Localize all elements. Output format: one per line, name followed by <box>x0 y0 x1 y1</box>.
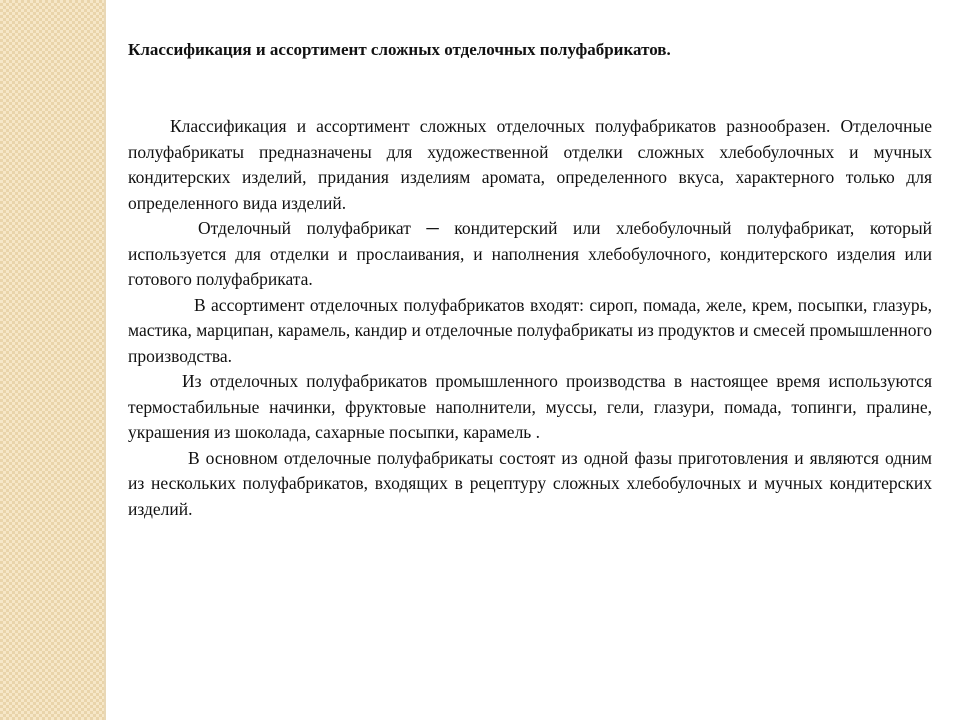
paragraph-5: В основном отделочные полуфабрикаты состоят из одной фазы приготовления и являются одним из нескольких полуфабрикатов, входящих в рецептуру сложных хлебобулочных и мучных кондитерских изделий. <box>128 447 932 519</box>
paragraph-2: Отделочный полуфабрикат ─ кондитерский или хлебобулочный полуфабрикат, который используется для отделки и прослаивания, и наполнения хлебобулочного, кондитерского изделия или готового полуфабриката. <box>128 218 932 289</box>
paragraph-1: Классификация и ассортимент сложных отделочных полуфабрикатов разнообразен. Отделочные полуфабрикаты предназначены для художественной отделки сложных хлебобулочных и мучных кондитерских изделий, придания изделиям аромата, определенного вкуса, характерного только для определенного вида изделий. <box>128 116 932 213</box>
paragraph-3: В ассортимент отделочных полуфабрикатов входят: сироп, помада, желе, крем, посыпки, глазурь, мастика, марципан, карамель, кандир и отделочные полуфабрикаты из продуктов и смесей промышленного производства. <box>128 294 932 366</box>
paragraph-4: Из отделочных полуфабрикатов промышленного производства в настоящее время используются термостабильные начинки, фруктовые наполнители, муссы, гели, глазури, помада, топинги, пралине, украшения из шоколада, сахарные посыпки, карамель . <box>128 371 932 442</box>
decorative-side-strip <box>0 0 104 720</box>
slide-content <box>128 38 932 522</box>
slide-title: Классификация и ассортимент сложных отделочных полуфабрикатов. <box>128 40 671 59</box>
side-strip-edge <box>104 0 106 720</box>
slide-body <box>128 114 932 522</box>
